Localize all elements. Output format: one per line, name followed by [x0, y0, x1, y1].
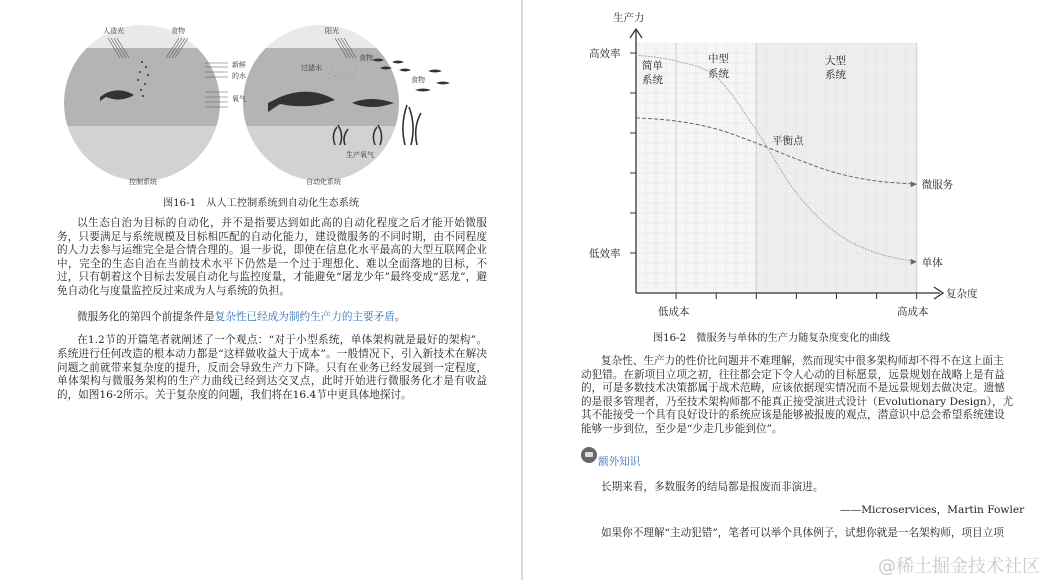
- text-line: 在1.2节的开篇笔者就阐述了一个观点：“对于小型系统，单体架构就是最好的架构”。: [77, 334, 487, 346]
- text-line: 务，只要满足与系统规模及目标相匹配的自动化能力，建设微服务的不同时期，由不同程度: [57, 230, 487, 243]
- text-line: 的，可是多数技术决策都属于战术范畴，应该依据现实情况而不是远景规划去做决定。遗憾: [581, 382, 1005, 395]
- zone-label: 中型: [708, 53, 729, 65]
- zone-label: 系统: [642, 74, 663, 86]
- zone-label: 简单: [642, 60, 663, 72]
- zone-label: 大型: [825, 55, 846, 67]
- text-line: 免自动化与度量监控反过来成为人与系统的负担。: [57, 284, 291, 297]
- quote-attribution: ——Microservices，Martin Fowler: [840, 504, 1025, 516]
- tip-icon: [581, 447, 597, 463]
- tip-title: 额外知识: [598, 456, 641, 468]
- text-line: 系统进行任何改造的根本动力都是“这样做收益大于成本”。一般情况下，引入新技术在解决: [57, 347, 487, 360]
- text-line: 单体架构与微服务架构的生产力曲线已经到达交叉点，此时开始进行微服务化才是有收益: [57, 375, 487, 388]
- figure-16-2-caption: 图16-2 微服务与单体的生产力随复杂度变化的曲线: [653, 333, 890, 344]
- text-line: 的，如图16-2所示。关于复杂度的问题，我们将在16.4节中更具体地探讨。: [57, 389, 412, 402]
- control-system-title: 控制系统: [129, 178, 157, 186]
- text-line: 复杂性、生产力的性价比问题并不难理解，然而现实中很多架构师却不得不在这上面主: [601, 355, 1004, 367]
- fig1-label: 氧气: [232, 95, 246, 103]
- fig1-label: 食物: [359, 54, 373, 62]
- text-line: 能够一步到位，至少是“少走几步能到位”。: [581, 423, 783, 435]
- text: 。: [394, 311, 406, 323]
- emphasis-link[interactable]: 复杂性已经成为制约生产力的主要矛盾: [214, 311, 395, 323]
- zone-label: 系统: [708, 68, 729, 80]
- fig1-label: 食物: [411, 76, 425, 84]
- text-line: 的是很多管理者，乃至技术架构师都不能真正接受演进式设计（Evolutionary Design），尤: [581, 395, 1014, 408]
- text-line: 以生态自治为目标的自动化，并不是指要达到如此高的自动化程度之后才能开始微服: [77, 217, 487, 229]
- fig1-label: 过滤水: [301, 64, 322, 72]
- text-line: 动犯错。在新项目立项之初，往往都会定下令人心动的目标愿景，远景规划在战略上是有益: [581, 368, 1005, 381]
- text-line: 过，只有朝着这个目标去发展自动化与监控度量，才能避免“屠龙少年”最终变成“恶龙”，避: [57, 271, 487, 283]
- series-label: 微服务: [921, 179, 954, 192]
- y-axis-label: 生产力: [613, 12, 645, 24]
- balance-point-label: 平衡点: [772, 135, 804, 147]
- fig1-label: 的水: [232, 72, 246, 80]
- x-axis-label: 复杂度: [946, 288, 978, 300]
- fig1-label: 食物: [171, 27, 185, 35]
- text-line: 问题之前就带来复杂度的提升，反而会导致生产力下降。只有在业务已经发展到一定程度，: [57, 361, 487, 374]
- figure-16-1-caption: 图16-1 从人工控制系统到自动化生态系统: [163, 198, 360, 209]
- text-line: 中，完全的生态自治在当前技术水平下仍然是一个过于理想化、难以全面落地的目标，不: [57, 257, 487, 270]
- fig1-label: 阳光: [325, 27, 339, 35]
- y-tick-label: 低效率: [589, 248, 621, 260]
- y-tick-label: 高效率: [589, 48, 621, 60]
- paragraph: 如果你不理解“主动犯错”，笔者可以举个具体例子，试想你就是一名架构师，项目立项: [601, 527, 1004, 539]
- zone-label: 系统: [825, 69, 846, 81]
- series-label: 单体: [921, 256, 943, 269]
- quote: 长期来看，多数服务的结局都是报废而非演进。: [601, 481, 824, 493]
- fig1-label: 新鲜: [232, 61, 246, 69]
- x-tick-label: 高成本: [897, 306, 929, 318]
- text-line: 其不能接受一个具有良好设计的系统应该是能够被报废的观点，潜意识中总会希望系统建设: [581, 409, 1005, 422]
- text: 微服务化的第四个前提条件是: [77, 311, 215, 323]
- automated-system-title: 自动化系统: [306, 178, 341, 186]
- text-line: 的人力去参与运维完全是合情合理的。退一步说，即使在信息化水平最高的大型互联网企业: [57, 244, 487, 256]
- watermark: @稀土掘金技术社区: [878, 556, 1040, 577]
- x-tick-label: 低成本: [658, 306, 690, 318]
- fig1-label: 生产氧气: [346, 151, 374, 159]
- fig1-label: 人造光: [103, 27, 124, 35]
